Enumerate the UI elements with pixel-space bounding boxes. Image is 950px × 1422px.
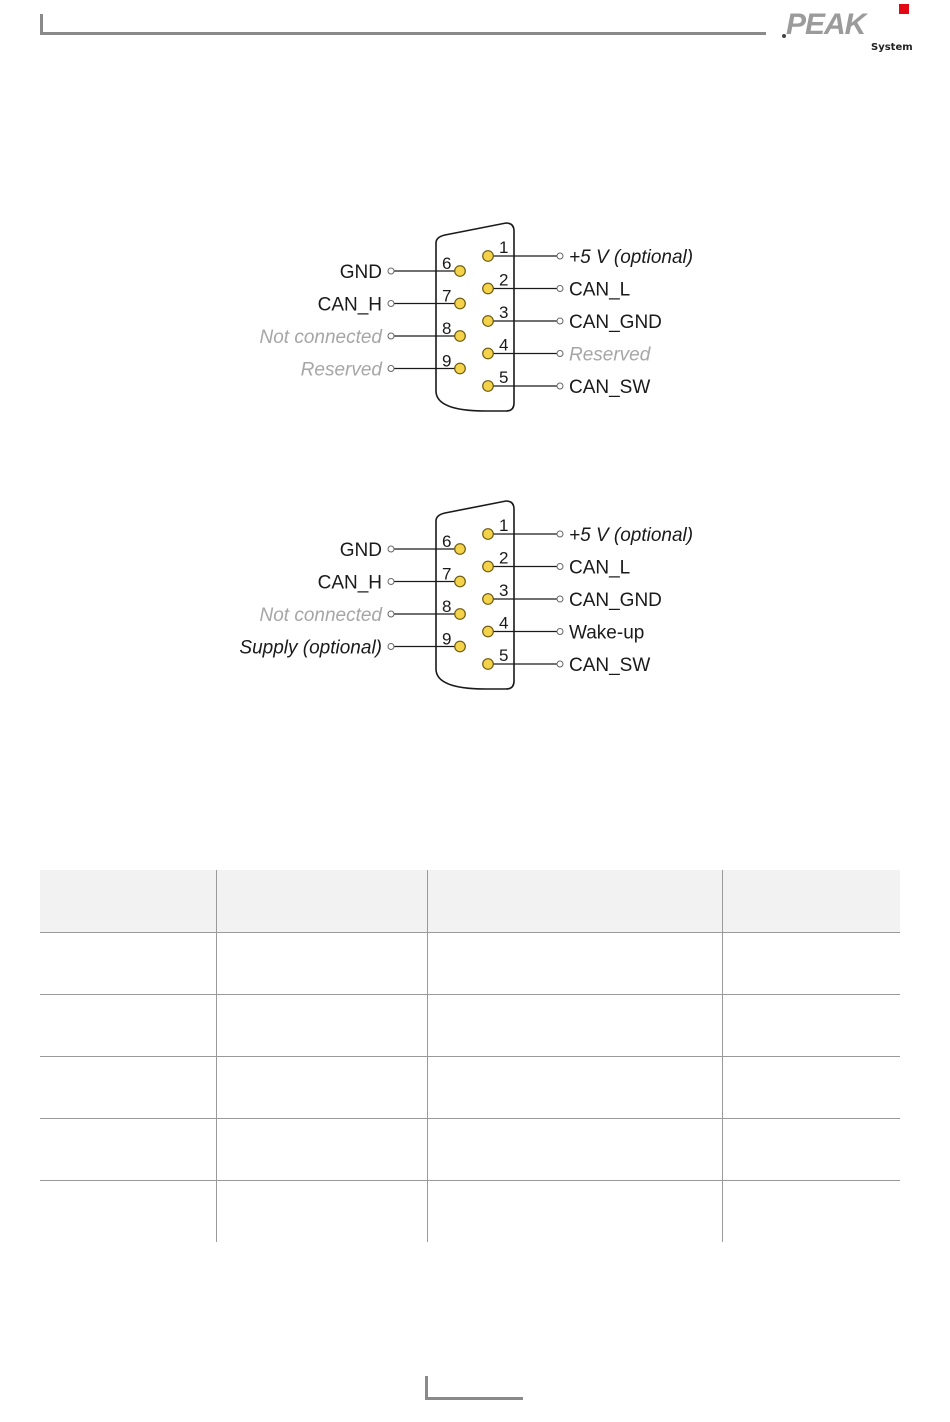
table-cell (40, 1119, 216, 1181)
table-row (40, 1119, 900, 1181)
pin-label: CAN_L (569, 557, 631, 579)
pin-number: 2 (499, 270, 509, 290)
pin-terminal-dot (557, 351, 563, 357)
pin-terminal-dot (388, 301, 394, 307)
pin-label: +5 V (optional) (569, 525, 694, 546)
pin-label: GND (339, 540, 382, 561)
table-header-cell (722, 870, 900, 933)
table-cell (722, 1119, 900, 1181)
pin-label: CAN_SW (569, 377, 651, 398)
pin-label: Reserved (569, 344, 651, 366)
pin-terminal-dot (388, 333, 394, 339)
table-cell (216, 995, 427, 1057)
table-header-cell (427, 870, 722, 933)
pin-label: +5 V (optional) (569, 247, 694, 268)
logo-subtext: System (871, 42, 913, 53)
logo-red-square (899, 4, 909, 14)
table-cell (40, 995, 216, 1057)
pin-contact (455, 266, 466, 277)
pin-number: 1 (499, 516, 509, 535)
pin-number: 9 (442, 351, 452, 371)
table-cell (40, 1181, 216, 1243)
table-row (40, 1181, 900, 1243)
pin-contact (483, 561, 494, 572)
pin-label: CAN_L (569, 279, 631, 301)
pin-label: Wake-up (569, 622, 645, 644)
pin-number: 6 (442, 532, 452, 551)
pin-number: 5 (499, 646, 509, 665)
pin-contact (483, 348, 494, 359)
pin-contact (455, 641, 466, 652)
pin-contact (483, 594, 494, 605)
pin-terminal-dot (557, 564, 563, 570)
logo-brand-text: PEAK (786, 8, 866, 41)
pin-number: 2 (499, 548, 509, 568)
pin-label: Reserved (300, 359, 382, 381)
pin-terminal-dot (388, 546, 394, 552)
pin-label: GND (339, 262, 382, 283)
pin-terminal-dot (557, 383, 563, 389)
pin-terminal-dot (388, 611, 394, 617)
table-header-cell (216, 870, 427, 933)
table-row (40, 1057, 900, 1119)
table-cell (427, 1057, 722, 1119)
pin-terminal-dot (388, 366, 394, 372)
pin-contact (483, 251, 494, 262)
table-cell (216, 1181, 427, 1243)
table-cell (40, 1057, 216, 1119)
table-cell (427, 1119, 722, 1181)
table-cell (216, 1057, 427, 1119)
pin-number: 9 (442, 629, 452, 649)
pin-terminal-dot (557, 629, 563, 635)
table-cell (216, 933, 427, 995)
pin-assignment-table (40, 870, 900, 1242)
pin-number: 8 (442, 319, 452, 338)
table-cell (427, 995, 722, 1057)
table-cell (722, 995, 900, 1057)
pin-terminal-dot (557, 286, 563, 292)
pin-terminal-dot (388, 268, 394, 274)
table-cell (40, 933, 216, 995)
pin-number: 1 (499, 238, 509, 257)
peak-system-logo (780, 0, 920, 60)
pin-label: CAN_H (317, 572, 382, 594)
pin-contact (455, 331, 466, 342)
pin-number: 8 (442, 597, 452, 616)
dsub9-connector-diagram-1 (0, 215, 950, 425)
pin-label: Not connected (259, 605, 382, 626)
pin-terminal-dot (557, 318, 563, 324)
table-header-cell (40, 870, 216, 933)
pin-contact (483, 381, 494, 392)
pin-terminal-dot (557, 253, 563, 259)
table-cell (216, 1119, 427, 1181)
pin-number: 4 (499, 613, 509, 633)
pin-contact (483, 316, 494, 327)
footer-page-mark (425, 1376, 523, 1400)
header-rule (40, 14, 766, 35)
pin-contact (455, 363, 466, 374)
pin-terminal-dot (557, 596, 563, 602)
table-cell (722, 1181, 900, 1243)
pin-label: CAN_H (317, 294, 382, 316)
pin-number: 3 (499, 303, 509, 322)
pin-number: 7 (442, 564, 452, 584)
pin-terminal-dot (557, 531, 563, 537)
pin-contact (483, 659, 494, 670)
pin-label: CAN_GND (569, 590, 662, 611)
pin-contact (483, 626, 494, 637)
pin-number: 5 (499, 368, 509, 387)
pin-label: Supply (optional) (239, 637, 382, 659)
pin-label: Not connected (259, 327, 382, 348)
table-cell (427, 1181, 722, 1243)
pin-contact (483, 283, 494, 294)
pin-number: 4 (499, 335, 509, 355)
table-row (40, 933, 900, 995)
pin-label: CAN_SW (569, 655, 651, 676)
table-cell (722, 933, 900, 995)
pin-contact (455, 609, 466, 620)
pin-contact (483, 529, 494, 540)
pin-number: 7 (442, 286, 452, 306)
pin-terminal-dot (557, 661, 563, 667)
table-header-row (40, 870, 900, 933)
table-row (40, 995, 900, 1057)
table-cell (427, 933, 722, 995)
pin-terminal-dot (388, 644, 394, 650)
pin-contact (455, 576, 466, 587)
pin-number: 3 (499, 581, 509, 600)
pin-contact (455, 298, 466, 309)
pin-terminal-dot (388, 579, 394, 585)
pin-contact (455, 544, 466, 555)
pin-label: CAN_GND (569, 312, 662, 333)
dsub9-connector-diagram-2 (0, 493, 950, 703)
pin-number: 6 (442, 254, 452, 273)
table-cell (722, 1057, 900, 1119)
